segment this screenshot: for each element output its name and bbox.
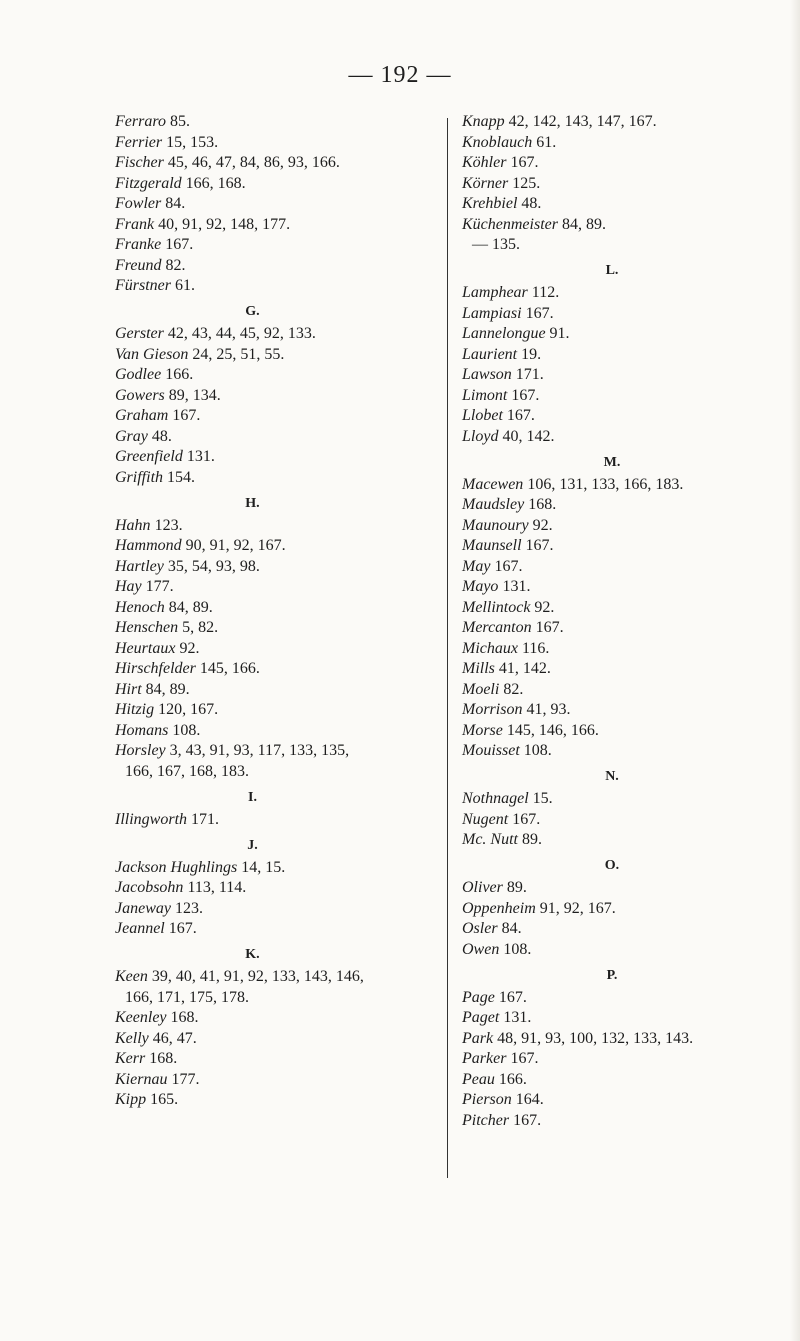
page-references: 177. (145, 578, 174, 595)
section-letter: L. (605, 263, 619, 278)
index-entry (462, 283, 782, 303)
page-references: 167. (168, 920, 197, 937)
index-entry (115, 598, 430, 618)
page-references: 15, 153. (166, 133, 219, 151)
index-entry (115, 967, 430, 987)
author-name: Illingworth (115, 810, 188, 828)
index-entry (115, 680, 430, 700)
index-entry (462, 598, 782, 618)
author-name: Hammond (115, 537, 182, 554)
author-name: Homans (115, 721, 169, 739)
page-references: 166. (498, 1070, 527, 1088)
page-references: 112. (531, 284, 560, 301)
column-divider (447, 118, 448, 1178)
index-entry (462, 639, 782, 659)
page-references: 85. (169, 113, 190, 130)
page-references: 41, 142. (498, 660, 551, 677)
author-name: Mellintock (462, 598, 531, 616)
index-entry (462, 741, 782, 761)
page-references: 24, 25, 51, 55. (192, 345, 285, 363)
page-references: 123. (154, 516, 183, 534)
author-name: Freund (115, 256, 162, 274)
page-references: 167. (525, 304, 554, 322)
author-name: Osler (462, 920, 498, 937)
index-entry (115, 194, 430, 214)
page-references: 120, 167. (158, 701, 219, 718)
author-name: Gowers (115, 386, 165, 404)
index-column-right (462, 112, 782, 1131)
index-entry (115, 324, 430, 344)
page-references: 123. (174, 899, 203, 917)
author-name: Lamphear (462, 284, 528, 301)
author-name: Keenley (115, 1009, 167, 1026)
author-name: Mayo (462, 578, 499, 595)
page-references: 177. (171, 1070, 200, 1088)
author-name: Köhler (462, 154, 507, 171)
page-references: 145, 166. (199, 660, 260, 677)
page-references: 165. (150, 1091, 179, 1108)
page-references: 40, 142. (502, 427, 555, 445)
page-references: 42, 142, 143, 147, 167. (508, 113, 657, 130)
index-entry (115, 1090, 430, 1110)
index-entry (462, 153, 782, 173)
section-letter: H. (245, 495, 260, 511)
index-entry (115, 427, 430, 447)
page-references: 108. (503, 940, 532, 958)
page-references: 91. (549, 325, 570, 342)
index-entry (462, 789, 782, 809)
index-entry (115, 365, 430, 385)
author-name: Michaux (462, 639, 518, 657)
index-entry (462, 940, 782, 960)
page-references: 106, 131, 133, 166, 183. (527, 475, 684, 493)
author-name: Hartley (115, 557, 164, 575)
author-name: Mills (462, 660, 495, 677)
author-name: Körner (462, 174, 509, 192)
page-references: 82. (503, 680, 524, 698)
page-references: 92. (534, 598, 555, 616)
author-name: Morse (462, 721, 503, 739)
author-name: Lawson (462, 366, 512, 383)
author-name: Frank (115, 215, 155, 233)
author-name: Page (462, 988, 495, 1006)
page-references: 91, 92, 167. (539, 899, 616, 917)
page-references: 167. (511, 386, 540, 404)
index-entry (462, 1111, 782, 1131)
author-name: Lloyd (462, 427, 499, 445)
page-references: 82. (165, 256, 186, 274)
page-references: 131. (503, 1009, 532, 1026)
page-references: 90, 91, 92, 167. (185, 537, 286, 554)
author-name: Park (462, 1029, 494, 1047)
author-name: Janeway (115, 899, 171, 917)
index-entry (115, 659, 430, 679)
index-entry (115, 386, 430, 406)
author-name: Mc. Nutt (462, 831, 518, 848)
section-letter: G. (245, 304, 260, 319)
index-entry (115, 858, 430, 878)
index-entry (462, 174, 782, 194)
author-name: Keen (115, 968, 148, 985)
author-name: Kiernau (115, 1070, 168, 1088)
author-name: Lannelongue (462, 325, 546, 342)
index-entry (115, 878, 430, 898)
author-name: Godlee (115, 366, 162, 383)
index-entry (115, 447, 430, 467)
page-references: 167. (506, 407, 535, 424)
author-name: Parker (462, 1050, 507, 1067)
index-entry (462, 659, 782, 679)
index-entry (462, 919, 782, 939)
index-entry-continuation (462, 235, 782, 255)
author-name: Limont (462, 386, 508, 404)
index-entry (462, 700, 782, 720)
author-name: Franke (115, 236, 162, 253)
author-name: Kelly (115, 1029, 149, 1047)
page-references: 154. (167, 468, 196, 486)
page-references: 92. (179, 639, 200, 657)
index-entry (462, 557, 782, 577)
index-entry (462, 386, 782, 406)
page-references: 167. (165, 236, 194, 253)
page-references: 113, 114. (187, 879, 247, 896)
page-references: 167. (525, 537, 554, 554)
index-entry (115, 919, 430, 939)
index-entry (115, 256, 430, 276)
index-entry (115, 1070, 430, 1090)
index-entry (115, 618, 430, 638)
author-name: Lampiasi (462, 304, 522, 322)
author-name: Ferraro (115, 113, 166, 130)
page-references: 166, 168. (185, 174, 246, 192)
page-references: 167. (510, 1050, 539, 1067)
index-entry (115, 810, 430, 830)
author-name: Jacobsohn (115, 879, 184, 896)
author-name: Fowler (115, 195, 162, 212)
index-entry (115, 133, 430, 153)
author-name: Gray (115, 427, 148, 445)
index-entry (462, 194, 782, 214)
page-references: 166, 167, 168, 183. (125, 762, 249, 780)
index-entry (462, 1090, 782, 1110)
author-name: Graham (115, 407, 169, 424)
author-name: Krehbiel (462, 195, 518, 212)
author-name: Peau (462, 1070, 495, 1088)
index-entry (115, 112, 430, 132)
index-entry (115, 406, 430, 426)
author-name: Hahn (115, 516, 151, 534)
author-name: Fürstner (115, 277, 171, 294)
author-name: Hay (115, 578, 142, 595)
author-name: Llobet (462, 407, 503, 424)
index-entry (115, 276, 430, 296)
author-name: Van Gieson (115, 345, 189, 363)
section-letter: P. (606, 967, 618, 983)
index-entry (462, 988, 782, 1008)
author-name: Laurient (462, 345, 518, 363)
index-entry (115, 536, 430, 556)
author-name: Mercanton (462, 619, 532, 636)
index-entry (462, 577, 782, 597)
author-name: Jackson Hughlings (115, 858, 238, 876)
index-entry (462, 721, 782, 741)
index-entry (462, 1029, 782, 1049)
page-references: 171. (191, 810, 220, 828)
index-entry (115, 153, 430, 173)
index-entry (462, 536, 782, 556)
index-entry (462, 878, 782, 898)
index-entry (462, 324, 782, 344)
page-references: 166. (165, 366, 194, 383)
author-name: Küchenmeister (462, 215, 558, 233)
page-references: 167. (498, 988, 527, 1006)
page-references: 61. (536, 133, 557, 151)
page-references: 92. (532, 516, 553, 534)
page-references: 48. (521, 195, 542, 212)
author-name: Hitzig (115, 701, 155, 718)
page-references: 164. (515, 1091, 544, 1108)
page-references: 61. (175, 277, 195, 294)
index-column-left (115, 112, 430, 1111)
page-references: 48, 91, 93, 100, 132, 133, 143. (497, 1029, 694, 1047)
page-references: 84, 89. (561, 215, 606, 233)
author-name: Hirt (115, 680, 142, 698)
author-name: Owen (462, 940, 500, 958)
index-entry (462, 215, 782, 235)
author-name: Oppenheim (462, 899, 536, 917)
page-references: 35, 54, 93, 98. (167, 557, 260, 575)
index-entry (115, 557, 430, 577)
index-entry (115, 468, 430, 488)
page-references: 84. (165, 195, 186, 212)
page-references: 42, 43, 44, 45, 92, 133. (167, 325, 316, 342)
index-entry (115, 899, 430, 919)
page-references: 5, 82. (182, 619, 219, 636)
page-references: 40, 91, 92, 148, 177. (158, 215, 291, 233)
page-references: 167. (510, 154, 539, 171)
page-references: 39, 40, 41, 91, 92, 133, 143, 146, (151, 968, 364, 985)
page-references: 167. (512, 810, 541, 828)
author-name: Knoblauch (462, 133, 533, 151)
index-entry (462, 427, 782, 447)
author-name: Greenfield (115, 448, 183, 465)
section-letter: N. (605, 769, 619, 784)
author-name: Macewen (462, 475, 524, 493)
author-name: Kerr (115, 1050, 146, 1067)
author-name: Heurtaux (115, 639, 176, 657)
page-references: 19. (521, 345, 542, 363)
index-entry (462, 345, 782, 365)
index-entry (462, 495, 782, 515)
index-entry (462, 133, 782, 153)
author-name: Henoch (115, 598, 165, 616)
index-entry (115, 741, 430, 761)
author-name: Henschen (115, 619, 179, 636)
index-entry (115, 215, 430, 235)
author-name: Maunsell (462, 537, 522, 554)
page-references: 45, 46, 47, 84, 86, 93, 166. (167, 154, 340, 171)
index-entry (462, 304, 782, 324)
index-entry (462, 1070, 782, 1090)
section-letter: I. (248, 789, 257, 805)
index-entry (115, 345, 430, 365)
page-references: 84, 89. (145, 680, 190, 698)
page-references: — 135. (472, 236, 520, 253)
index-entry (462, 899, 782, 919)
index-entry (462, 680, 782, 700)
section-letter: J. (247, 837, 258, 853)
author-name: Hirschfelder (115, 660, 196, 677)
author-name: Pierson (462, 1091, 512, 1108)
page-references: 167. (494, 557, 523, 575)
index-entry (115, 1029, 430, 1049)
section-letter: K. (245, 947, 260, 962)
author-name: Fischer (115, 154, 164, 171)
index-entry (115, 1049, 430, 1069)
page-references: 145, 146, 166. (506, 721, 599, 739)
page-references: 89, 134. (168, 386, 221, 404)
index-entry (462, 516, 782, 536)
author-name: Ferrier (115, 133, 163, 151)
index-entry (462, 830, 782, 850)
author-name: Knapp (462, 113, 505, 130)
index-entry (462, 406, 782, 426)
page-references: 125. (512, 174, 541, 192)
author-name: Jeannel (115, 920, 165, 937)
page-number: — 192 — (348, 62, 452, 88)
index-entry (115, 174, 430, 194)
index-entry (115, 639, 430, 659)
index-entry (462, 810, 782, 830)
page-references: 167. (535, 619, 564, 636)
page-references: 108. (523, 742, 552, 759)
index-entry (115, 516, 430, 536)
author-name: Horsley (115, 742, 166, 759)
index-entry (115, 721, 430, 741)
page-references: 166, 171, 175, 178. (125, 988, 249, 1006)
author-name: Moeli (462, 680, 500, 698)
index-entry (462, 1049, 782, 1069)
page-references: 89. (506, 879, 527, 896)
index-entry (462, 112, 782, 132)
author-name: Paget (462, 1009, 500, 1026)
page-references: 89. (522, 831, 542, 848)
index-entry (462, 618, 782, 638)
author-name: Pitcher (462, 1111, 510, 1129)
author-name: Morrison (462, 701, 523, 718)
page-references: 3, 43, 91, 93, 117, 133, 135, (169, 742, 350, 759)
page-references: 167. (513, 1111, 542, 1129)
page-references: 15. (532, 790, 553, 807)
page-references: 167. (172, 407, 201, 424)
page-references: 14, 15. (241, 858, 286, 876)
section-letter: O. (604, 858, 620, 873)
index-entry-continuation (115, 988, 430, 1008)
page-references: 171. (515, 366, 544, 383)
page-references: 116. (521, 639, 550, 657)
page-references: 131. (502, 578, 531, 595)
page-references: 131. (186, 448, 215, 465)
page-references: 46, 47. (152, 1029, 197, 1047)
author-name: Kipp (115, 1091, 147, 1108)
index-entry (115, 577, 430, 597)
index-entry (115, 235, 430, 255)
author-name: Nugent (462, 810, 509, 828)
author-name: Oliver (462, 879, 503, 896)
author-name: Nothnagel (462, 790, 529, 807)
index-entry (462, 1008, 782, 1028)
page-references: 84. (501, 920, 522, 937)
page-references: 168. (170, 1009, 199, 1026)
page-references: 168. (149, 1050, 178, 1067)
index-entry (115, 1008, 430, 1028)
index-entry (462, 365, 782, 385)
author-name: Maunoury (462, 516, 529, 534)
author-name: Fitzgerald (115, 174, 182, 192)
page-references: 48. (151, 427, 172, 445)
page-edge-shadow (790, 0, 800, 1341)
index-entry (462, 475, 782, 495)
section-letter: M. (603, 454, 621, 470)
author-name: Gerster (115, 325, 164, 342)
author-name: May (462, 557, 491, 575)
page-references: 168. (528, 496, 557, 513)
author-name: Maudsley (462, 496, 525, 513)
page-references: 84, 89. (168, 598, 213, 616)
author-name: Griffith (115, 468, 164, 486)
author-name: Mouisset (462, 742, 520, 759)
index-entry-continuation (115, 762, 430, 782)
page-references: 41, 93. (526, 701, 571, 718)
page-references: 108. (172, 721, 201, 739)
index-entry (115, 700, 430, 720)
